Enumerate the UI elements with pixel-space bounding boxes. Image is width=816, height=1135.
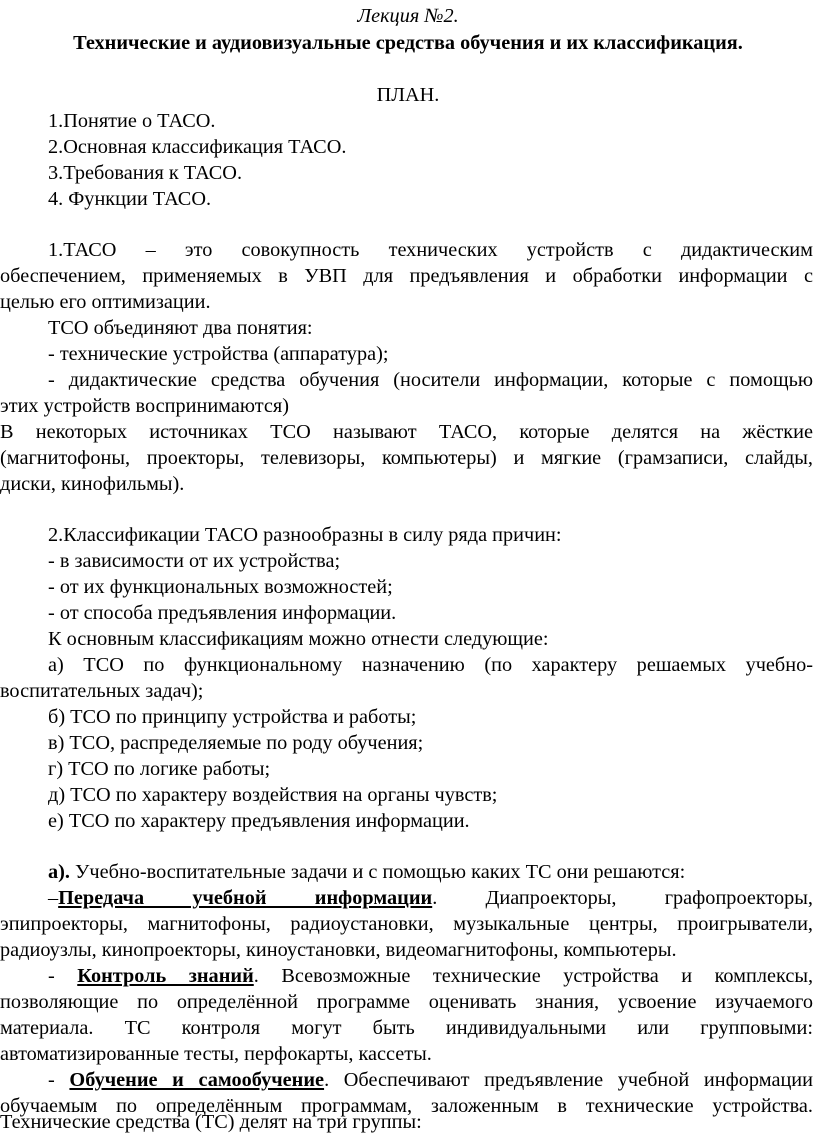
list-item: е) ТСО по характеру предъявления информации.: [48, 810, 470, 832]
paragraph-line: Технические средства (ТС) делят на три группы:: [0, 1111, 422, 1133]
document-title: Технические и аудиовизуальные средства обучения и их классификация.: [73, 32, 743, 54]
task-heading: Обучение и самообучение: [69, 1069, 325, 1091]
plan-item: 3.Требования к ТАСО.: [48, 162, 243, 184]
dash: -: [48, 965, 78, 987]
section-intro: Учебно-воспитательные задачи и с помощью каких ТС они решаются:: [69, 861, 686, 883]
list-item: в) ТСО, распределяемые по роду обучения;: [48, 732, 424, 754]
plan-item: 4. Функции ТАСО.: [48, 188, 212, 210]
paragraph-line: материала. ТС контроля могут быть индивидуальными или групповыми:: [0, 1017, 813, 1039]
list-item: - технические устройства (аппаратура);: [48, 343, 389, 365]
dash: –: [48, 887, 59, 909]
paragraph-line: [48, 859, 813, 885]
dash: -: [48, 1069, 70, 1091]
paragraph-line: целью его оптимизации.: [0, 291, 211, 313]
plan-heading: ПЛАН.: [376, 84, 440, 106]
paragraph-line: 2.Классификации ТАСО разнообразны в силу ряда причин:: [48, 524, 562, 546]
paragraph-line: обучаемым по определённым программам, заложенным в технические устройства.: [0, 1095, 813, 1117]
list-item: б) ТСО по принципу устройства и работы;: [48, 706, 417, 728]
task-heading-line: [48, 885, 813, 911]
paragraph-line: (магнитофоны, проекторы, телевизоры, компьютеры) и мягкие (грамзаписи, слайды,: [0, 447, 813, 469]
paragraph-line: К основным классификациям можно отнести следующие:: [48, 628, 549, 650]
lecture-label: Лекция №2.: [357, 5, 459, 27]
list-item: - дидактические средства обучения (носители информации, которые с помощью: [48, 369, 813, 391]
task-text: . Диапроекторы, графопроекторы,: [432, 887, 813, 909]
list-item: а) ТСО по функциональному назначению (по характеру решаемых учебно-: [48, 654, 813, 676]
paragraph-line: воспитательных задач);: [0, 680, 204, 702]
section-marker: а).: [48, 861, 70, 883]
paragraph-line: этих устройств воспринимаются): [0, 395, 289, 417]
list-item: д) ТСО по характеру воздействия на органы чувств;: [48, 784, 498, 806]
paragraph-line: эпипроекторы, магнитофоны, радиоустановки, музыкальные центры, проигрыватели,: [0, 913, 813, 935]
plan-item: 1.Понятие о ТАСО.: [48, 110, 216, 132]
plan-item: 2.Основная классификация ТАСО.: [48, 136, 347, 158]
paragraph-line: позволяющие по определённой программе оценивать знания, усвоение изучаемого: [0, 991, 813, 1013]
list-item: - от способа предъявления информации.: [48, 602, 397, 624]
task-text: . Обеспечивают предъявление учебной информации: [324, 1069, 814, 1091]
paragraph-line: обеспечением, применяемых в УВП для предъявления и обработки информации с: [0, 265, 813, 287]
task-heading: Передача учебной информации: [58, 887, 433, 909]
paragraph-line: ТСО объединяют два понятия:: [48, 317, 313, 339]
list-item: - в зависимости от их устройства;: [48, 550, 341, 572]
list-item: - от их функциональных возможностей;: [48, 576, 393, 598]
paragraph-line: 1.ТАСО – это совокупность технических устройств с дидактическим: [48, 239, 813, 261]
paragraph-line: В некоторых источниках ТСО называют ТАСО, которые делятся на жёсткие: [0, 421, 813, 443]
paragraph-line: автоматизированные тесты, перфокарты, кассеты.: [0, 1043, 432, 1065]
paragraph-line: диски, кинофильмы).: [0, 473, 185, 495]
task-text: . Всевозможные технические устройства и комплексы,: [253, 965, 814, 987]
list-item: г) ТСО по логике работы;: [48, 758, 271, 780]
paragraph-line: радиоузлы, кинопроекторы, киноустановки, видеомагнитофоны, компьютеры.: [0, 939, 677, 961]
task-heading-line: [48, 963, 813, 989]
task-heading-line: [48, 1067, 813, 1093]
task-heading: Контроль знаний: [77, 965, 254, 987]
